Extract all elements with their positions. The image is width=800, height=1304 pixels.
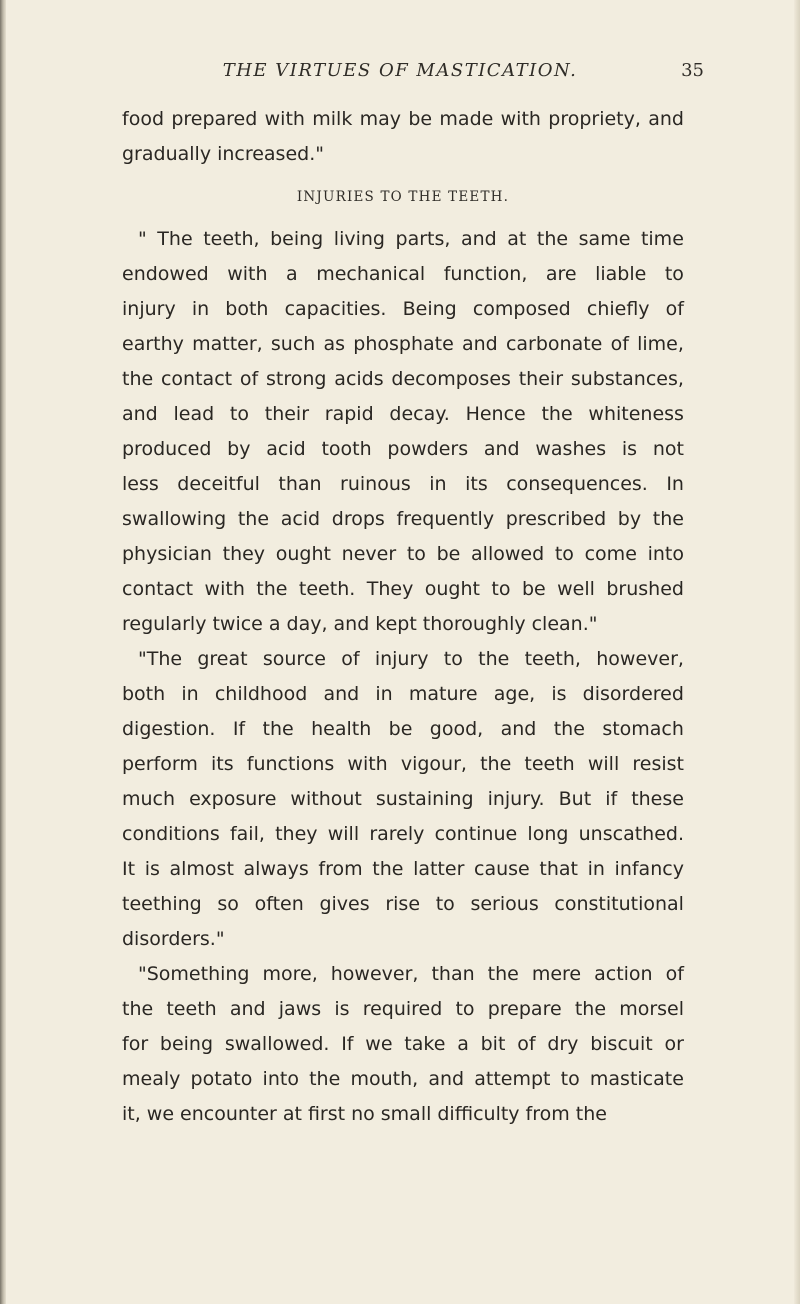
text-line: injury in both capacities. Being composed chiefly of xyxy=(122,298,684,320)
text-line: regularly twice a day, and kept thoroughly clean." xyxy=(122,613,598,635)
body-text xyxy=(122,102,684,1132)
text-line: the teeth and jaws is required to prepare the morsel xyxy=(122,998,684,1020)
text-line: "The great source of injury to the teeth, however, xyxy=(138,648,684,670)
text-line: " The teeth, being living parts, and at the same time xyxy=(138,228,684,250)
text-line: teething so often gives rise to serious constitutional xyxy=(122,893,684,915)
text-line: less deceitful than ruinous in its consequences. In xyxy=(122,473,684,495)
section-heading: INJURIES TO THE TEETH. xyxy=(296,189,510,205)
text-line: contact with the teeth. They ought to be well brushed xyxy=(122,578,684,600)
text-line: and lead to their rapid decay. Hence the whiteness xyxy=(122,403,684,425)
text-line: earthy matter, such as phosphate and carbonate of lime, xyxy=(122,333,684,355)
text-line: much exposure without sustaining injury. But if these xyxy=(122,788,684,810)
text-line: food prepared with milk may be made with propriety, and xyxy=(122,108,684,130)
paragraph xyxy=(122,102,684,172)
text-line: for being swallowed. If we take a bit of dry biscuit or xyxy=(122,1033,684,1055)
paragraph xyxy=(122,222,684,642)
text-line: "Something more, however, than the mere action of xyxy=(138,963,684,985)
text-line: It is almost always from the latter cause that in infancy xyxy=(122,858,684,880)
text-line: endowed with a mechanical function, are liable to xyxy=(122,263,684,285)
page-outer-edge xyxy=(794,0,800,1304)
text-line: disorders." xyxy=(122,928,225,950)
text-line: gradually increased." xyxy=(122,143,324,165)
running-header xyxy=(120,60,704,90)
page-binding-edge xyxy=(0,0,6,1304)
text-line: conditions fail, they will rarely continue long unscathed. xyxy=(122,823,684,845)
text-line: the contact of strong acids decomposes their substances, xyxy=(122,368,684,390)
text-line: physician they ought never to be allowed to come into xyxy=(122,543,684,565)
text-line: mealy potato into the mouth, and attempt to masticate xyxy=(122,1068,684,1090)
text-line: perform its functions with vigour, the teeth will resist xyxy=(122,753,684,775)
paragraph xyxy=(122,642,684,957)
text-line: produced by acid tooth powders and washes is not xyxy=(122,438,684,460)
page-number: 35 xyxy=(681,60,704,81)
paragraph xyxy=(122,957,684,1132)
running-title: THE VIRTUES OF MASTICATION. xyxy=(222,60,578,81)
text-line: both in childhood and in mature age, is disordered xyxy=(122,683,684,705)
text-line: swallowing the acid drops frequently prescribed by the xyxy=(122,508,684,530)
text-line: it, we encounter at first no small difficulty from the xyxy=(122,1103,607,1125)
text-line: digestion. If the health be good, and the stomach xyxy=(122,718,684,740)
